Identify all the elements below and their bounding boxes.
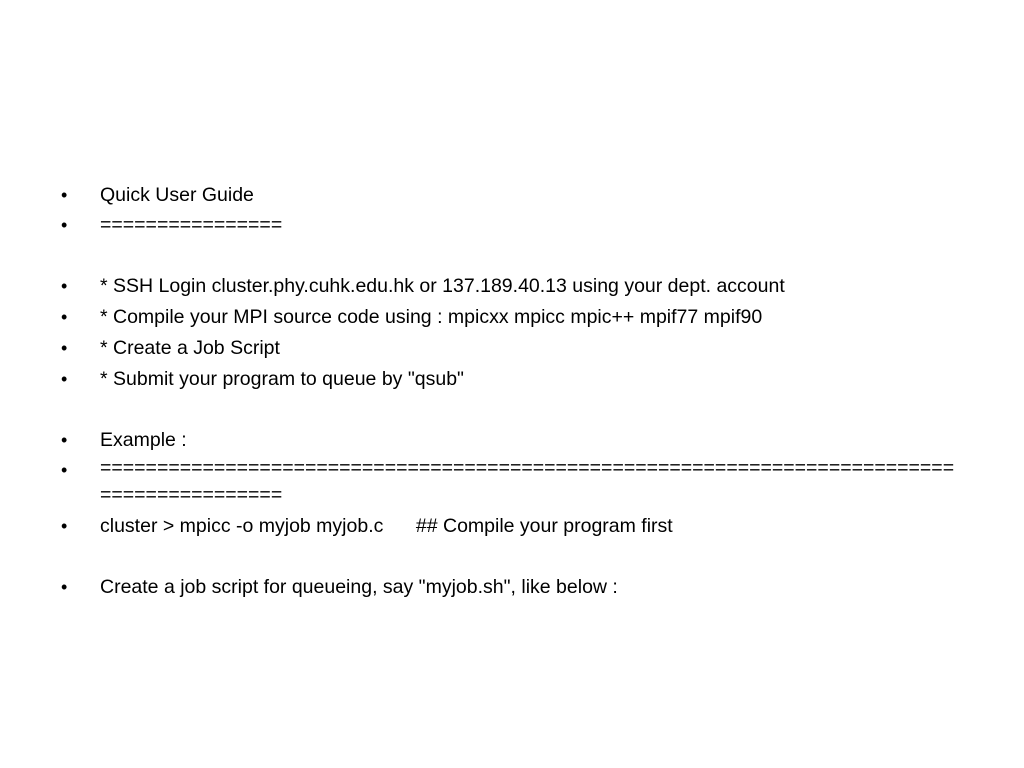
bullet-dot: • <box>61 338 68 358</box>
bullet-text-create-script: Create a job script for queueing, say "myjob.sh", like below : <box>100 576 618 598</box>
bullet-text-job-script: * Create a Job Script <box>100 337 280 359</box>
bullet-text-title: Quick User Guide <box>100 184 254 206</box>
bullet-dot: • <box>61 307 68 327</box>
bullet-dot: • <box>61 276 68 296</box>
bullet-dot: • <box>61 430 68 450</box>
bullet-dot: • <box>61 516 68 536</box>
bullet-text-compile-command: cluster > mpicc -o myjob myjob.c ## Compile your program first <box>100 515 673 537</box>
bullet-text-compile: * Compile your MPI source code using : mpicxx mpicc mpic++ mpif77 mpif90 <box>100 306 763 328</box>
bullet-text-long-divider: =========================================================================================== <box>100 457 955 506</box>
bullet-dot: • <box>61 185 68 205</box>
bullet-dot: • <box>61 460 68 480</box>
bullet-text-divider: ================ <box>100 214 283 236</box>
bullet-dot: • <box>61 577 68 597</box>
bullet-dot: • <box>61 369 68 389</box>
bullet-dot: • <box>61 215 68 235</box>
bullet-text-example: Example : <box>100 429 187 451</box>
bullet-text-submit: * Submit your program to queue by "qsub" <box>100 368 464 390</box>
bullet-text-ssh-login: * SSH Login cluster.phy.cuhk.edu.hk or 137.189.40.13 using your dept. account <box>100 275 785 297</box>
